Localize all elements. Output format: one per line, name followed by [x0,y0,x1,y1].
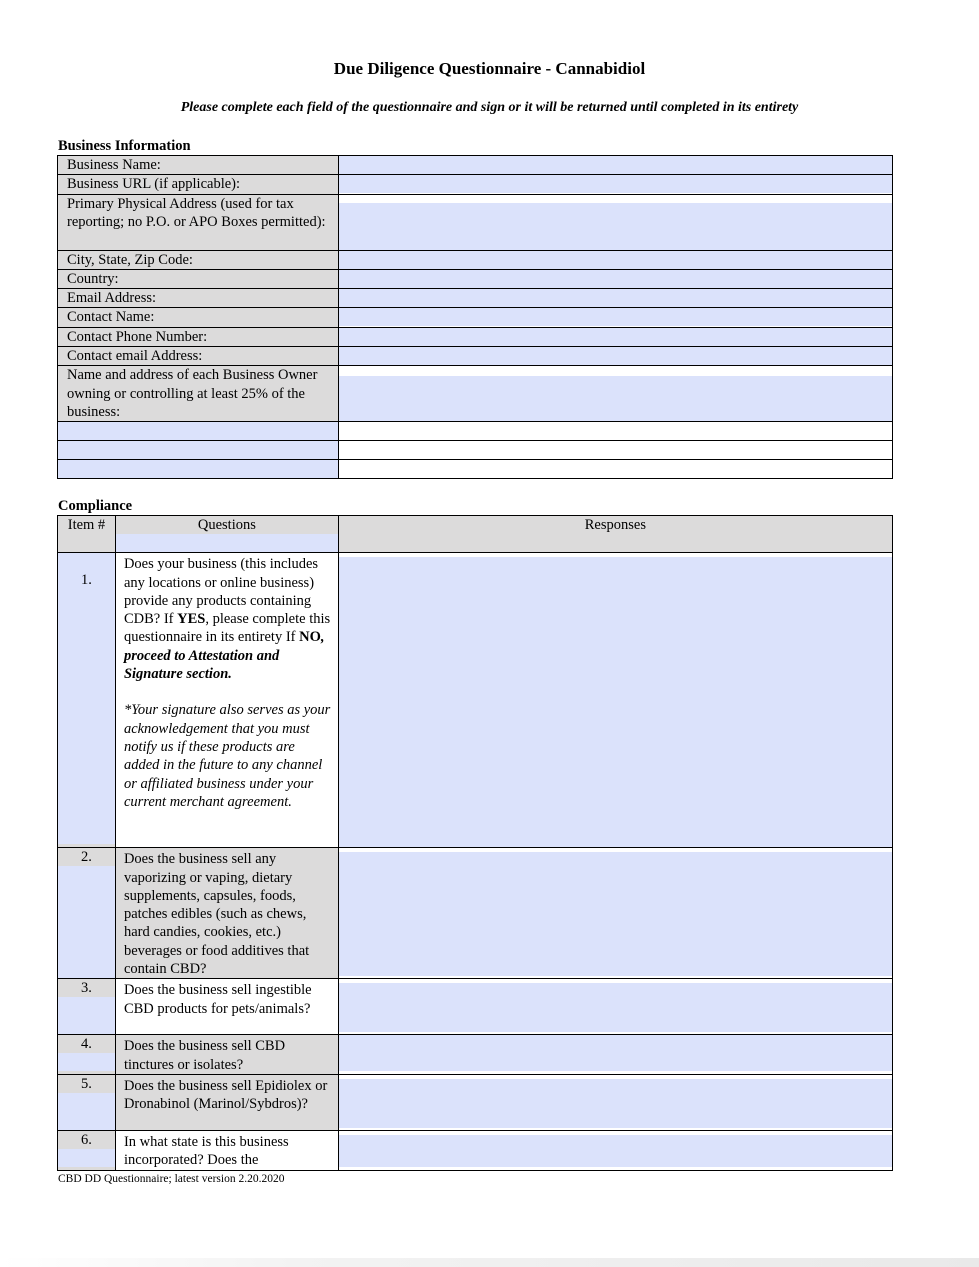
item-number-cell [58,848,116,979]
owner-blank-name-field[interactable] [58,441,339,460]
contact-name-field[interactable] [338,308,892,327]
contact-phone-label: Contact Phone Number: [58,327,339,346]
item-number: 5. [58,1075,115,1093]
city-state-zip-field[interactable] [338,250,892,269]
compliance-table [57,515,893,1171]
physical-address-label: Primary Physical Address (used for tax reporting; no P.O. or APO Boxes permitted): [58,194,339,250]
business-url-field[interactable] [338,175,892,194]
item-number: 2. [58,848,115,866]
email-field[interactable] [338,289,892,308]
attestation-instruction: , proceed to Attestation and Signature section. [123,629,325,683]
city-state-zip-row [58,250,893,269]
business-owners-field[interactable] [338,366,892,422]
item-number: 3. [58,979,115,997]
business-name-field[interactable] [338,156,892,175]
item-number: 4. [58,1035,115,1053]
item-number-cell [58,1074,116,1130]
email-label: Email Address: [58,289,339,308]
document-title: Due Diligence Questionnaire - Cannabidiol [333,59,646,78]
question-text: Does your business (this includes any locations or online business) provide any products containing CDB? If [123,556,319,628]
physical-address-row [58,194,893,250]
compliance-item-row [58,848,893,979]
question-cell: In what state is this business incorporated? Does the [115,1130,338,1170]
response-field[interactable] [338,1130,892,1170]
item-number: 1. [58,571,115,589]
physical-address-field[interactable] [338,194,892,250]
country-label: Country: [58,269,339,288]
owner-blank-address-field[interactable] [338,422,892,441]
contact-name-row [58,308,893,327]
question-cell: Does the business sell CBD tinctures or isolates? [115,1035,338,1075]
question-cell: Does the business sell ingestible CBD products for pets/animals? [115,979,338,1035]
item-number-cell [58,1130,116,1170]
business-url-row [58,175,893,194]
compliance-item-row [58,1035,893,1075]
business-owners-label: Name and address of each Business Owner owning or controlling at least 25% of the business: [58,366,339,422]
response-field[interactable] [338,1074,892,1130]
city-state-zip-label: City, State, Zip Code: [58,250,339,269]
questions-header [115,516,338,553]
question-cell: Does the business sell any vaporizing or vaping, dietary supplements, capsules, foods, patches edibles (such as chews, hard candies, cookies, etc.) beverages or food additives that contain CBD? [115,848,338,979]
business-url-label: Business URL (if applicable): [58,175,339,194]
responses-header: Responses [338,516,892,553]
document-subtitle: Please complete each field of the questionnaire and sign or it will be returned until completed in its entirety [180,100,799,115]
owner-blank-name-field[interactable] [58,460,339,479]
contact-email-label: Contact email Address: [58,347,339,366]
item-number-cell [58,553,116,848]
country-field[interactable] [338,269,892,288]
question-cell: Does the business sell Epidiolex or Dronabinol (Marinol/Sybdros)? [115,1074,338,1130]
business-owners-row [58,366,893,422]
document-footer: CBD DD Questionnaire; latest version 2.20.2020 [58,1173,285,1185]
item-number-header: Item # [58,516,116,553]
yes-emphasis: YES [177,611,206,628]
business-name-label: Business Name: [58,156,339,175]
item-number-cell [58,1035,116,1075]
compliance-item-row [58,1074,893,1130]
item-number-cell [58,979,116,1035]
owner-blank-row [58,460,893,479]
contact-phone-row [58,327,893,346]
contact-name-label: Contact Name: [58,308,339,327]
owner-blank-name-field[interactable] [58,422,339,441]
compliance-item-row [58,553,893,848]
business-name-row [58,156,893,175]
contact-email-field[interactable] [338,347,892,366]
owner-blank-row [58,422,893,441]
contact-phone-field[interactable] [338,327,892,346]
owner-blank-address-field[interactable] [338,460,892,479]
country-row [58,269,893,288]
questions-header-fill [116,534,338,552]
response-field[interactable] [338,979,892,1035]
page-bottom-shadow [0,1258,979,1267]
response-field[interactable] [338,848,892,979]
email-row [58,289,893,308]
owner-blank-row [58,441,893,460]
owner-blank-address-field[interactable] [338,441,892,460]
compliance-item-row [58,979,893,1035]
no-emphasis: NO [299,629,321,646]
business-info-table [57,155,893,479]
question-text: , please complete this questionnaire in its entirety If [123,611,331,646]
item-number: 6. [58,1131,115,1149]
business-info-heading: Business Information [58,138,191,154]
compliance-header-row [58,516,893,553]
compliance-heading: Compliance [58,498,133,514]
response-field[interactable] [338,553,892,848]
questions-header-label: Questions [197,517,256,533]
question-cell [115,553,338,848]
response-field[interactable] [338,1035,892,1075]
signature-note: *Your signature also serves as your acknowledgement that you must notify us if these products are added in the future to any channel or affiliated business under your current merchant agreement. [123,702,331,810]
compliance-item-row [58,1130,893,1170]
contact-email-row [58,347,893,366]
